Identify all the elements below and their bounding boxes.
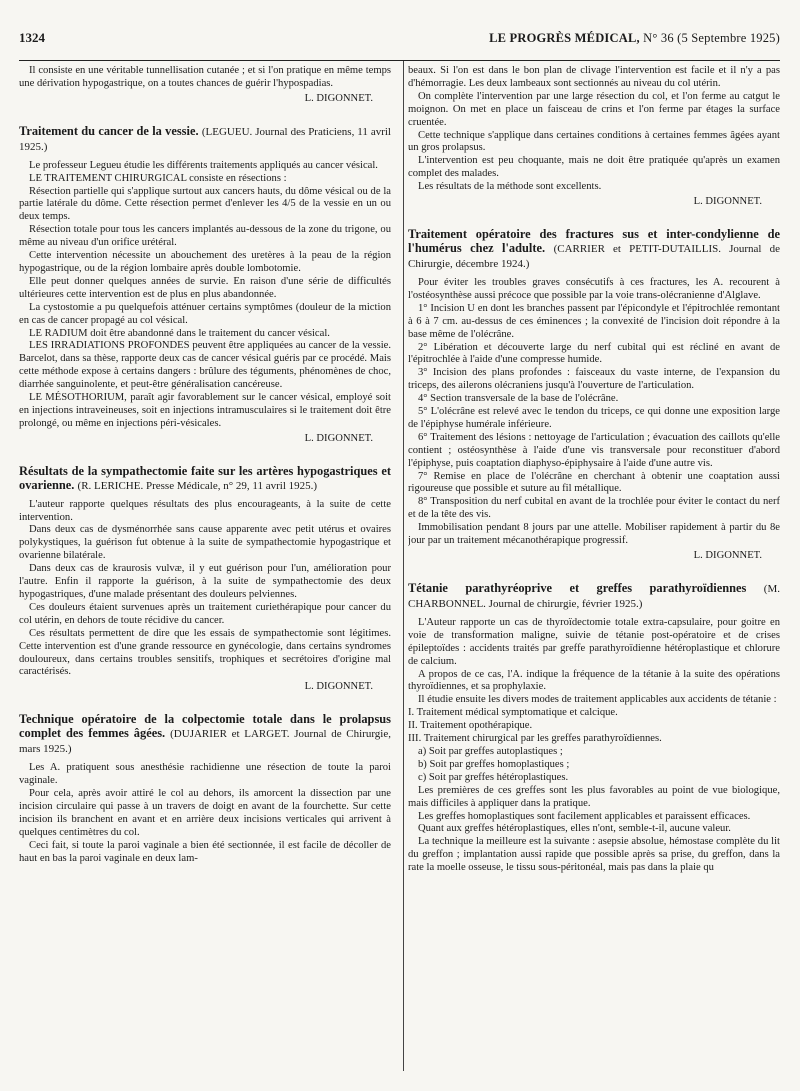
article-reference: (CARRIER et PETIT-DUTAILLIS. Journal de Chirurgie, décembre 1924.) bbox=[408, 242, 780, 270]
left-column bbox=[19, 61, 391, 1071]
list-item: b) Soit par greffes homoplastiques ; bbox=[418, 758, 570, 770]
journal-title bbox=[489, 31, 780, 46]
paragraph: Dans deux cas de kraurosis vulvæ, il y eut guérison pour l'un, amélioration pour l'autre. Enfin il rapporte la guérison, à la suite de sympathectomie des deux hypogastriques, d'une malade présentant des douleurs pelviennes. bbox=[19, 563, 391, 600]
paragraph: Résection partielle qui s'applique surtout aux cancers hauts, du dôme vésical ou de la partie latérale du dôme. Cette résection permet d'enlever les 4/5 de la vessie en un ou deux temps. bbox=[19, 185, 391, 223]
column-divider bbox=[403, 61, 404, 1071]
paragraph: Ces douleurs étaient survenues après un traitement curiethérapique pour cancer du col utérin, en dehors de toute récidive du cancer. bbox=[19, 601, 391, 626]
signature: L. DIGONNET. bbox=[693, 196, 762, 208]
paragraph: A propos de ce cas, l'A. indique la fréquence de la tétanie à la suite des opérations thyroïdiennes, et sa prophylaxie. bbox=[408, 668, 780, 693]
paragraph: Les premières de ces greffes sont les plus favorables au point de vue biologique, mais difficiles à appliquer dans la pratique. bbox=[408, 784, 780, 809]
page-number: 1324 bbox=[19, 30, 45, 45]
list-item: II. Traitement opothérapique. bbox=[408, 720, 533, 732]
paragraph: On complète l'intervention par une large résection du col, et l'on ferme au catgut le moignon. On met en place un faisceau de crins et l'on ferme par étages la surface cruentée. bbox=[408, 90, 780, 128]
signature: L. DIGONNET. bbox=[304, 681, 373, 693]
paragraph: beaux. Si l'on est dans le bon plan de clivage l'intervention est facile et il n'y a pas d'hémorragie. Les deux lambeaux sont sectionnés au niveau du col utérin. bbox=[408, 65, 780, 89]
paragraph: Immobilisation pendant 8 jours par une attelle. Mobiliser rapidement à partir du 8e jour par un traitement mécanothérapique progressif. bbox=[408, 522, 780, 547]
list-item: a) Soit par greffes autoplastiques ; bbox=[418, 745, 563, 757]
paragraph: Dans deux cas de dysménorrhée sans cause apparente avec petit utérus et ovaires polykystiques, la guérison fut obtenue à la suite de sympathectomie hypogastrique et ovarienne bilatérale. bbox=[19, 524, 391, 562]
paragraph: Cette technique s'applique dans certaines conditions à certaines femmes âgées ayant un gros prolapsus. bbox=[408, 129, 780, 154]
article-heading: Tétanie parathyréoprive et greffes parathyroïdiennes bbox=[408, 580, 747, 595]
paragraph: L'Auteur rapporte un cas de thyroïdectomie totale extra-capsulaire, pour goitre en voie de transformation maligne, suivie de tétanie post-opératoire et de crises épileptoïdes : accidents traités par greffe parathyroïdienne hétéroplastique et chlorure de calcium. bbox=[408, 616, 780, 667]
page-header bbox=[19, 30, 780, 52]
paragraph: Pour éviter les troubles graves consécutifs à ces fractures, les A. recourent à l'ostéosynthèse aussi précoce que possible par la voie trans-olécranienne d'Alglave. bbox=[408, 276, 780, 301]
article-title bbox=[408, 581, 780, 611]
paragraph: La technique la meilleure est la suivante : asepsie absolue, hémostase complète du lit du greffon ; implantation aussi rapide que possible après sa prise, du greffon, dans la rate la moelle osseuse, le tissu sous-péritonéal, mais pas dans la plaie qu bbox=[408, 836, 780, 874]
paragraph: L'intervention est peu choquante, mais ne doit être pratiquée qu'après un examen complet des malades. bbox=[408, 155, 780, 180]
article-reference: (LEGUEU. Journal des Praticiens, 11 avril 1925.) bbox=[19, 125, 391, 153]
paragraph: LES IRRADIATIONS PROFONDES peuvent être appliquées au cancer de la vessie. Barcelot, dans sa thèse, rapporte deux cas de cancer vésical guéris par ce procédé. Mais cette méthode expose à certains dangers : brûlure des téguments, phénomènes de choc, diarrhée sanguinolente, et peut-être généralisation cancéreuse. bbox=[19, 340, 391, 391]
paragraph: 4° Section transversale de la base de l'olécrâne. bbox=[418, 393, 619, 405]
list-item: III. Traitement chirurgical par les greffes parathyroïdiennes. bbox=[408, 733, 662, 745]
paragraph: Pour cela, après avoir attiré le col au dehors, ils amorcent la dissection par une incision circulaire qui passe à un travers de doigt en avant de la fourchette. Sur cette incision ils branchent en avant et en arrière deux incisions verticales qui arrivent à quelques centimètres du col. bbox=[19, 788, 391, 838]
journal-name: LE PROGRÈS MÉDICAL, bbox=[489, 31, 640, 45]
article-heading: Traitement du cancer de la vessie. bbox=[19, 123, 199, 138]
article-title bbox=[19, 712, 391, 756]
paragraph: 2° Libération et découverte large du nerf cubital qui est récliné en avant de l'épitrochlée à l'aide d'une compresse humide. bbox=[408, 341, 780, 366]
paragraph: 1° Incision U en dont les branches passent par l'épicondyle et l'épitrochlée remontant à 6 à 7 cm. au-dessus de ces éminences ; la convexité de l'incision doit répondre à la base même de l'olécrâne. bbox=[408, 302, 780, 340]
paragraph: 8° Transposition du nerf cubital en avant de la trochlée pour éviter le contact du nerf et de la tête des vis. bbox=[408, 496, 780, 521]
paragraph: LE MÉSOTHORIUM, paraît agir favorablement sur le cancer vésical, employé soit en injections intraveineuses, soit en injections intramusculaires si le traitement doit être prolongé, ou même en injections péri-vésicales. bbox=[19, 392, 391, 429]
paragraph: Les résultats de la méthode sont excellents. bbox=[418, 181, 602, 193]
list-item: c) Soit par greffes hétéroplastiques. bbox=[418, 771, 569, 783]
article-reference: (DUJARIER et LARGET. Journal de Chirurgie, mars 1925.) bbox=[19, 728, 391, 756]
journal-issue: N° 36 (5 Septembre 1925) bbox=[643, 31, 780, 45]
article-heading: Technique opératoire de la colpectomie totale dans le prolapsus complet des femmes âgées. bbox=[19, 712, 391, 741]
article-title bbox=[408, 227, 780, 271]
paragraph: Les greffes homoplastiques sont facilement applicables et paraissent efficaces. bbox=[418, 810, 751, 822]
paragraph: LE RADIUM doit être abandonné dans le traitement du cancer vésical. bbox=[29, 327, 330, 339]
paragraph: 3° Incision des plans profondes : faisceaux du vaste interne, de l'expansion du triceps, des ailerons olécraniens jusqu'à l'ouverture de l'articulation. bbox=[408, 367, 780, 392]
signature: L. DIGONNET. bbox=[693, 550, 762, 561]
paragraph: 5° L'olécrâne est relevé avec le tendon du triceps, ce qui donne une exposition large de l'épiphyse humérale inférieure. bbox=[408, 406, 780, 430]
paragraph: 6° Traitement des lésions : nettoyage de l'articulation ; évacuation des caillots qu'elle contient ; ostéosynthèse à l'aide d'une vis transversale pour reconstituer d'abord l'épiphyse, puis coaptation diaphyso-épiphysaire à l'aide d'une autre vis. bbox=[408, 431, 780, 469]
article-reference: (M. CHARBONNEL. Journal de chirurgie, février 1925.) bbox=[408, 582, 780, 610]
article-title bbox=[19, 464, 391, 493]
right-column bbox=[408, 61, 780, 1071]
paragraph: Résection totale pour tous les cancers implantés au-dessous de la zone du trigone, ou même au niveau d'un orifice urétéral. bbox=[19, 224, 391, 249]
paragraph: Il consiste en une véritable tunnellisation cutanée ; et si l'on pratique en même temps une dérivation hypogastrique, on a toutes chances de guérir l'hypospadias. bbox=[19, 65, 391, 89]
paragraph: Il étudie ensuite les divers modes de traitement applicables aux accidents de tétanie : bbox=[418, 694, 777, 706]
paragraph: Les A. pratiquent sous anesthésie rachidienne une résection de toute la paroi vaginale. bbox=[19, 762, 391, 787]
article-heading: Traitement opératoire des fractures sus et inter-condylienne de l'humérus chez l'adulte. bbox=[408, 226, 780, 255]
list-item: I. Traitement médical symptomatique et calcique. bbox=[408, 707, 618, 719]
paragraph: 7° Remise en place de l'olécrâne en cherchant à obtenir une coaptation aussi rigoureuse que possible et suture au fil métallique. bbox=[408, 470, 780, 495]
paragraph: Quant aux greffes hétéroplastiques, elles n'ont, semble-t-il, aucune valeur. bbox=[418, 823, 731, 835]
paragraph: Le professeur Legueu étudie les différents traitements appliqués au cancer vésical. bbox=[29, 159, 378, 171]
paragraph: Ces résultats permettent de dire que les essais de sympathectomie sont légitimes. Cette intervention est d'une grande ressource en gynécologie, dans certains syndromes douloureux, dans certains troubles sensitifs, trophiques et secrétoires d'origine mal caractérisés. bbox=[19, 627, 391, 678]
article-reference: (R. LERICHE. Presse Médicale, n° 29, 11 avril 1925.) bbox=[77, 479, 318, 492]
article-title bbox=[19, 124, 391, 154]
paragraph: Ceci fait, si toute la paroi vaginale a bien été sectionnée, il est facile de décoller de haut en bas la paroi vaginale en deux lam- bbox=[19, 839, 391, 864]
paragraph: LE TRAITEMENT CHIRURGICAL consiste en résections : bbox=[29, 172, 287, 184]
two-column-body bbox=[19, 61, 780, 1071]
signature: L. DIGONNET. bbox=[304, 432, 373, 444]
paragraph: Elle peut donner quelques années de survie. En raison d'une série de difficultés ultérieures cette intervention est de plus en plus abandonnée. bbox=[19, 275, 391, 300]
article-heading: Résultats de la sympathectomie faite sur les artères hypogastriques et ovarienne. bbox=[19, 463, 391, 492]
paragraph: La cystostomie a pu quelquefois atténuer certains symptômes (douleur de la miction en cas de cancer propagé au col vésical. bbox=[19, 301, 391, 326]
paragraph: Cette intervention nécessite un abouchement des uretères à la peau de la région hypogastrique, ou de la région lombaire après double lombotomie. bbox=[19, 250, 391, 274]
signature: L. DIGONNET. bbox=[304, 92, 373, 104]
paragraph: L'auteur rapporte quelques résultats des plus encourageants, à la suite de cette intervention. bbox=[19, 498, 391, 523]
